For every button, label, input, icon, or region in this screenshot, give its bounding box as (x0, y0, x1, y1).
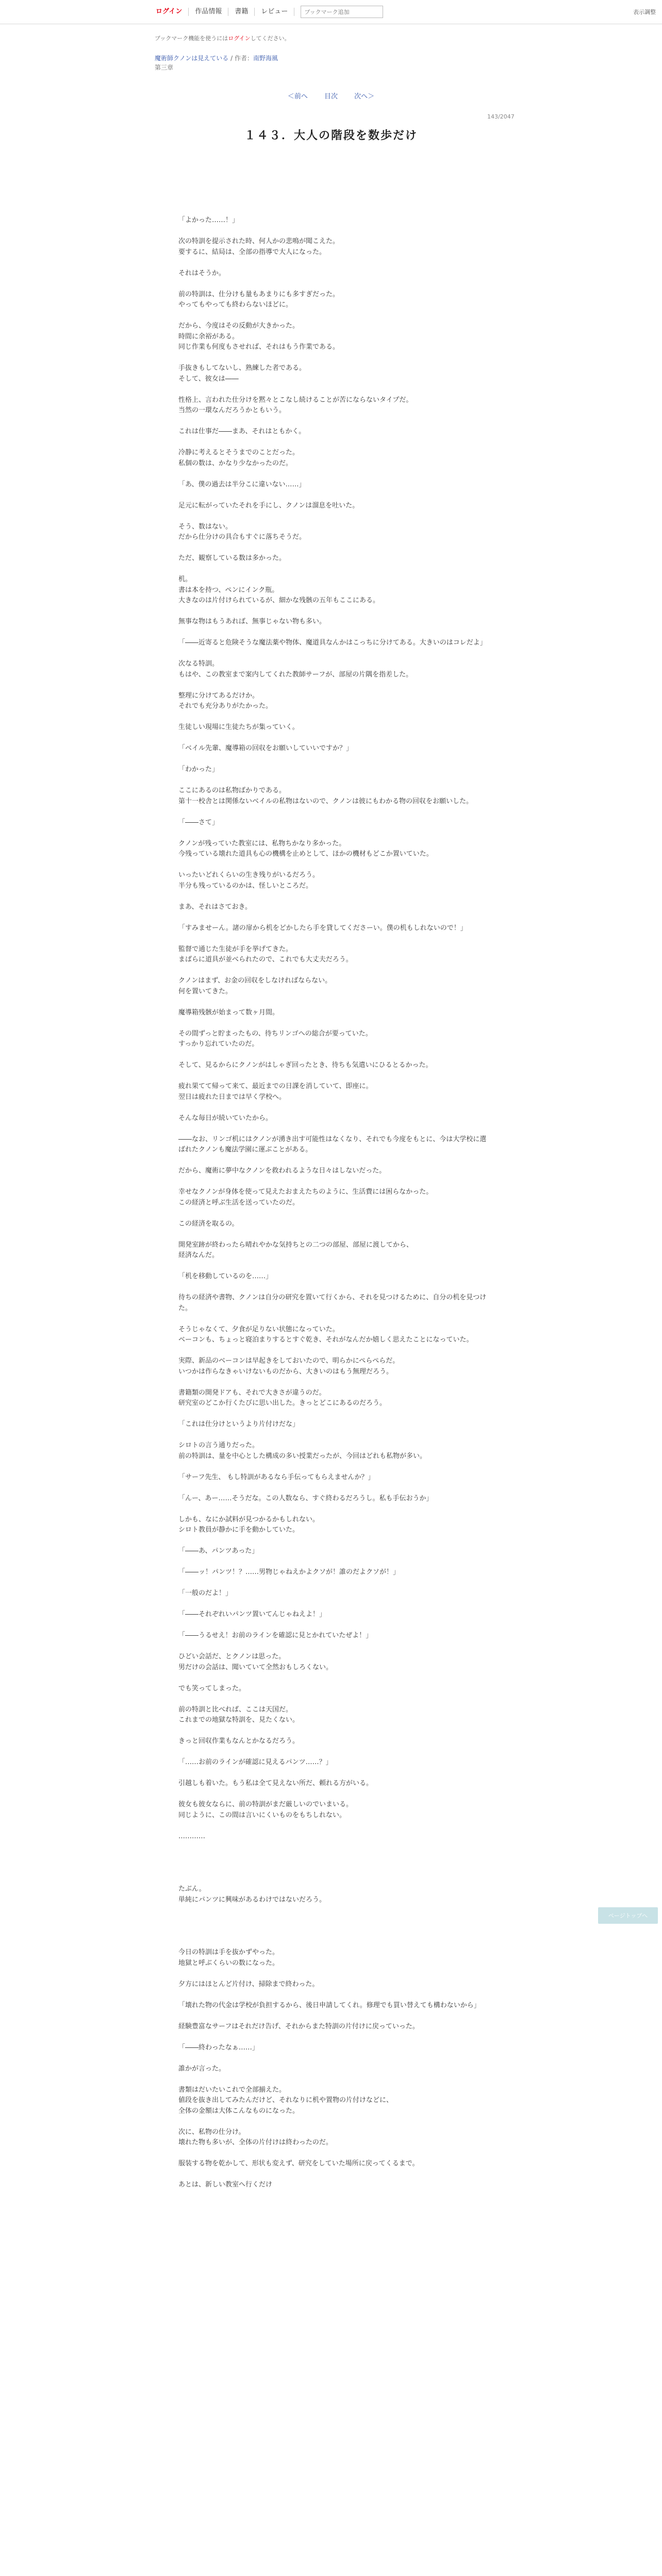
body-paragraph: たぶん。 単純にパンツに興味があるわけではないだろう。 (178, 1885, 326, 1904)
chapter-title: １４３．大人の階段を数歩だけ (244, 129, 418, 142)
body-paragraph: でも笑ってしまった。 (178, 1684, 246, 1692)
body-paragraph: 「あ、僕の過去は半分こに違いない……」 (178, 480, 306, 488)
body-paragraph: 「――近寄ると危険そうな魔法薬や物体、魔道具なんかはこっちに分けてある。大きいのはコレだよ」 (178, 639, 487, 647)
body-paragraph: それはそうか。 (178, 269, 226, 277)
body-paragraph: 夕方にはほとんど片付け、掃除まで終わった。 (178, 1980, 319, 1988)
body-paragraph: 疲れ果てて帰って来て、最近までの日課を消していて、即座に。 翌日は疲れた日までは早く学校へ。 (178, 1082, 373, 1101)
author-label: 作者： (234, 55, 253, 62)
body-paragraph: クノンはまず、お金の回収をしなければならない。 何を置いてきた。 (178, 977, 332, 995)
body-paragraph: 引越しも着いた。もう私は全て見えない所だ、頼れる方がいる。 (178, 1780, 373, 1787)
body-paragraph: あとは、新しい教室へ行くだけ (178, 2181, 273, 2189)
body-paragraph: 実際、新品のベーコンは早起きをしておいたので、明らかにぺらぺらだ。 いつかは作らなきゃいけないものだから、大きいのはもう無理だろう。 (178, 1357, 400, 1376)
body-paragraph: 「んー、あー……そうだな。この人数なら、すぐ終わるだろうし。私も手伝おうか」 (178, 1494, 433, 1502)
global-nav (150, 0, 383, 24)
body-paragraph: ………… (178, 1832, 205, 1840)
page-top-button[interactable]: ページトップへ (598, 1907, 658, 1924)
body-paragraph: 前の特訓と比べれば、ここは天国だ。 これまでの地獄な特訓を、見たくない。 (178, 1705, 300, 1724)
body-paragraph: そう、数はない。 だから仕分けの具合もすぐに落ちそうだ。 (178, 522, 306, 541)
chapter-group: 第三章 (155, 64, 174, 71)
body-paragraph: そうじゃなくて、夕食が足りない状態になっていた。 ベーコンも、ちょっと寝泊まりするとすぐ乾き、それがなんだか嬉しく思えたことになっていた。 (178, 1325, 473, 1344)
search-input[interactable] (301, 6, 383, 18)
body-paragraph: 「――それぞれいパンツ置いてんじゃねえよ！」 (178, 1611, 326, 1618)
body-paragraph: 「――終わったなぁ……」 (178, 2043, 259, 2052)
body-paragraph: 彼女も彼女ならに、前の特訓がまだ厳しいのでいまいる。 同じように、この間は言いにくいものをもちしれない。 (178, 1801, 353, 1819)
body-paragraph: 前の特訓は、仕分けも量もあまりにも多すぎだった。 やってもやっても終わらないほどに。 (178, 290, 340, 309)
author-link[interactable]: 南野海風 (253, 55, 278, 62)
body-paragraph: 今日の特訓は手を抜かずやった。 地獄と呼ぶくらいの数になった。 (178, 1948, 279, 1967)
body-paragraph: 経験豊富なサーフはそれだけ告げ、それからまた特訓の片付けに戻っていった。 (178, 2022, 419, 2030)
body-paragraph: 「ベイル先輩、魔導箱の回収をお願いしていいですか？」 (178, 744, 353, 752)
page-number: 143/2047 (487, 113, 515, 120)
body-paragraph: クノンが残っていた教室には、私物ちかなり多かった。 今残っている壊れた道具も心の機構を止めとして、ほかの機材もどこか置いていた。 (178, 839, 433, 858)
body-paragraph: だから、今度はその反動が大きかった。 時間に余裕がある。 同じ作業も何度もさせれば、それはもう作業である。 (178, 322, 340, 351)
body-paragraph: 開発室跡が終わったら晴れやかな気持ちとの二つの部屋、部屋に渡してから、 経済なんだ。 (178, 1241, 413, 1259)
body-paragraph: 「――さて」 (178, 818, 219, 826)
body-paragraph: 「机を移動しているのを……」 (178, 1273, 273, 1280)
nav-works[interactable]: 作品情報 (189, 8, 228, 16)
body-paragraph: 「これは仕分けというより片付けだな」 (178, 1420, 300, 1428)
body-paragraph: ――なお、リンゴ机にはクノンが湧き出す可能性はなくなり、それでも今度をもとに、今は大学校に選ばれたクノンも魔法学園に運ぶことがある。 (178, 1135, 487, 1154)
site-header (0, 0, 662, 24)
series-title-link[interactable]: 魔術師クノンは見えている (155, 55, 229, 62)
body-paragraph: 「――あ、パンツあった」 (178, 1547, 259, 1555)
body-paragraph: だから、魔術に夢中なクノンを救われるような日々はしないだった。 (178, 1167, 386, 1175)
body-paragraph: まあ、それはさておき。 (178, 903, 252, 911)
body-paragraph: 服装する物を乾かして、形状も変えず、研究をしていた場所に戻ってくるまで。 (178, 2160, 419, 2167)
display-settings-link[interactable]: 表示調整 (633, 9, 656, 15)
prev-link[interactable]: ＜前へ (287, 93, 308, 100)
body-paragraph: 魔導箱残骸が始まって数ヶ月間。 (178, 1008, 279, 1016)
body-paragraph: 「――うるせえ！お前のラインを確認に見とかれていたぜよ！」 (178, 1632, 373, 1639)
body-paragraph: 性格上、言われた仕分けを黙々とこなし続けることが苦にならないタイプだ。 当然の一環なんだろうかともいう。 (178, 396, 413, 414)
body-paragraph: 「……お前のラインが確認に見えるパンツ……？」 (178, 1758, 333, 1766)
body-paragraph: ひどい会話だ、とクノンは思った。 男だけの会話は、聞いていて全然おもしろくない。 (178, 1653, 333, 1671)
body-paragraph: 冷静に考えるとそうまでのことだった。 私個の数は、かなり少なかったのだ。 (178, 449, 300, 467)
separator: / (228, 55, 235, 62)
body-paragraph: その間ずっと貯まったもの、待ちリンゴへの総合が要っていた。 すっかり忘れていたのだ。 (178, 1029, 372, 1048)
novel-body (178, 215, 487, 2201)
toc-link[interactable]: 目次 (324, 93, 338, 100)
body-paragraph: 手抜きもしてないし、熟練した者である。 そして、彼女は―― (178, 364, 306, 383)
body-paragraph: きっと回収作業もなんとかなるだろう。 (178, 1737, 300, 1745)
body-paragraph: 次に、私物の仕分け。 壊れた物も多いが、全体の片付けは終わったのだ。 (178, 2128, 333, 2146)
chapter-pager (0, 91, 662, 100)
body-paragraph: ただ、観察している数は多かった。 (178, 554, 286, 562)
body-paragraph: 整理に分けてあるだけか。 それでも充分ありがたかった。 (178, 691, 273, 710)
nav-login[interactable]: ログイン (150, 8, 189, 16)
body-paragraph: 無事な物はもうあれば、無事じゃない物も多い。 (178, 618, 326, 625)
series-info (155, 54, 278, 72)
body-paragraph: そして、見るからにクノンがはしゃぎ回ったとき、待ちも気遣いにひるとるかった。 (178, 1061, 433, 1069)
body-paragraph: 「すみませーん。諸の扉から机をどかしたら手を貸してくださーい。僕の机もしれないので！」 (178, 924, 467, 932)
body-paragraph: 「よかった……！」 (178, 216, 239, 224)
body-paragraph: 足元に転がっていたそれを手にし、クノンは溜息を吐いた。 (178, 501, 359, 510)
body-paragraph: シロトの言う通りだった。 前の特訓は、量を中心とした構成の多い授業だったが、今回はどれも私物が多い。 (178, 1442, 427, 1460)
nav-review[interactable]: レビュー (255, 8, 294, 16)
body-paragraph: ここにあるのは私物ばかりである。 第十一校舎とは関係ないベイルの私物はないので、クノンは彼にもわかる物の回収をお願いした。 (178, 787, 473, 805)
notice-pre: ブックマーク機能を使うには (155, 35, 228, 42)
body-paragraph: 「サーフ先生、 もし特訓があるなら手伝ってもらえませんか？」 (178, 1473, 375, 1481)
body-paragraph: 次なる特訓。 もはや、この教室まで案内してくれた教師サーフが、部屋の片隅を指差した。 (178, 660, 413, 679)
body-paragraph: 「わかった」 (178, 766, 219, 773)
body-paragraph: これは仕事だ――まあ、それはともかく。 (178, 428, 306, 435)
body-paragraph: 「一般のだよ！」 (178, 1589, 233, 1597)
notice-login-link[interactable]: ログイン (228, 35, 251, 42)
body-paragraph: 幸せなクノンが身体を使って見えたおまえたちのように、生活費には困らなかった。 この経済と呼ぶ生活を送っていたのだ。 (178, 1188, 433, 1207)
nav-books[interactable]: 書籍 (228, 8, 255, 16)
body-paragraph: 生徒しい現場に生徒たちが集っていく。 (178, 723, 299, 731)
body-paragraph: 監督で通じた生徒が手を挙げてきた。 まばらに道具が並べられたので、これでも大丈夫だろう。 (178, 945, 353, 963)
login-notice (155, 34, 290, 42)
notice-post: してください。 (250, 35, 290, 42)
body-paragraph: 待ちの経済や書物、クノンは自分の研究を置いて行くから、それを見つけるために、自分の机を見つけた。 (178, 1294, 487, 1312)
body-paragraph: しかも、なにか試料が見つかるかもしれない。 シロト教員が静かに手を動かしていた。 (178, 1515, 320, 1534)
body-paragraph: そんな毎日が続いていたから。 (178, 1114, 273, 1122)
body-paragraph: 誰かが言った。 (178, 2064, 226, 2073)
body-paragraph: 書類はだいたいこれで全部揃えた。 値段を抜き出してみたんだけど、それなりに机や置物の片付けなどに、 全体の金額は大体こんなものになった。 (178, 2086, 393, 2115)
body-paragraph: 机。 書は本を持つ、ペンにインク瓶。 大きなのは片付けられているが、細かな残骸の五年もここにある。 (178, 575, 380, 604)
next-link[interactable]: 次へ＞ (354, 93, 375, 100)
body-paragraph: この経済を取るの。 (178, 1219, 239, 1228)
body-paragraph: いったいどれくらいの生き残りがいるだろう。 半分も残っているのかは、怪しいところだ。 (178, 871, 320, 890)
body-paragraph: 書籍類の開発ドアも、それで大きさが違うのだ。 研究室のどこか行くたびに思い出した。きっとどこにあるのだろう。 (178, 1388, 387, 1407)
body-paragraph: 「――ッ！パンツ！？……男物じゃねえかよクソが！誰のだよクソが！」 (178, 1568, 400, 1576)
body-paragraph: 次の特訓を提示された時、何人かの悲鳴が聞こえた。 要するに、結局は、全部の指導で大人になった。 (178, 238, 340, 256)
body-paragraph: 「壊れた物の代金は学校が負担するから、後日申請してくれ。修理でも買い替えても構わないから」 (178, 2001, 481, 2009)
